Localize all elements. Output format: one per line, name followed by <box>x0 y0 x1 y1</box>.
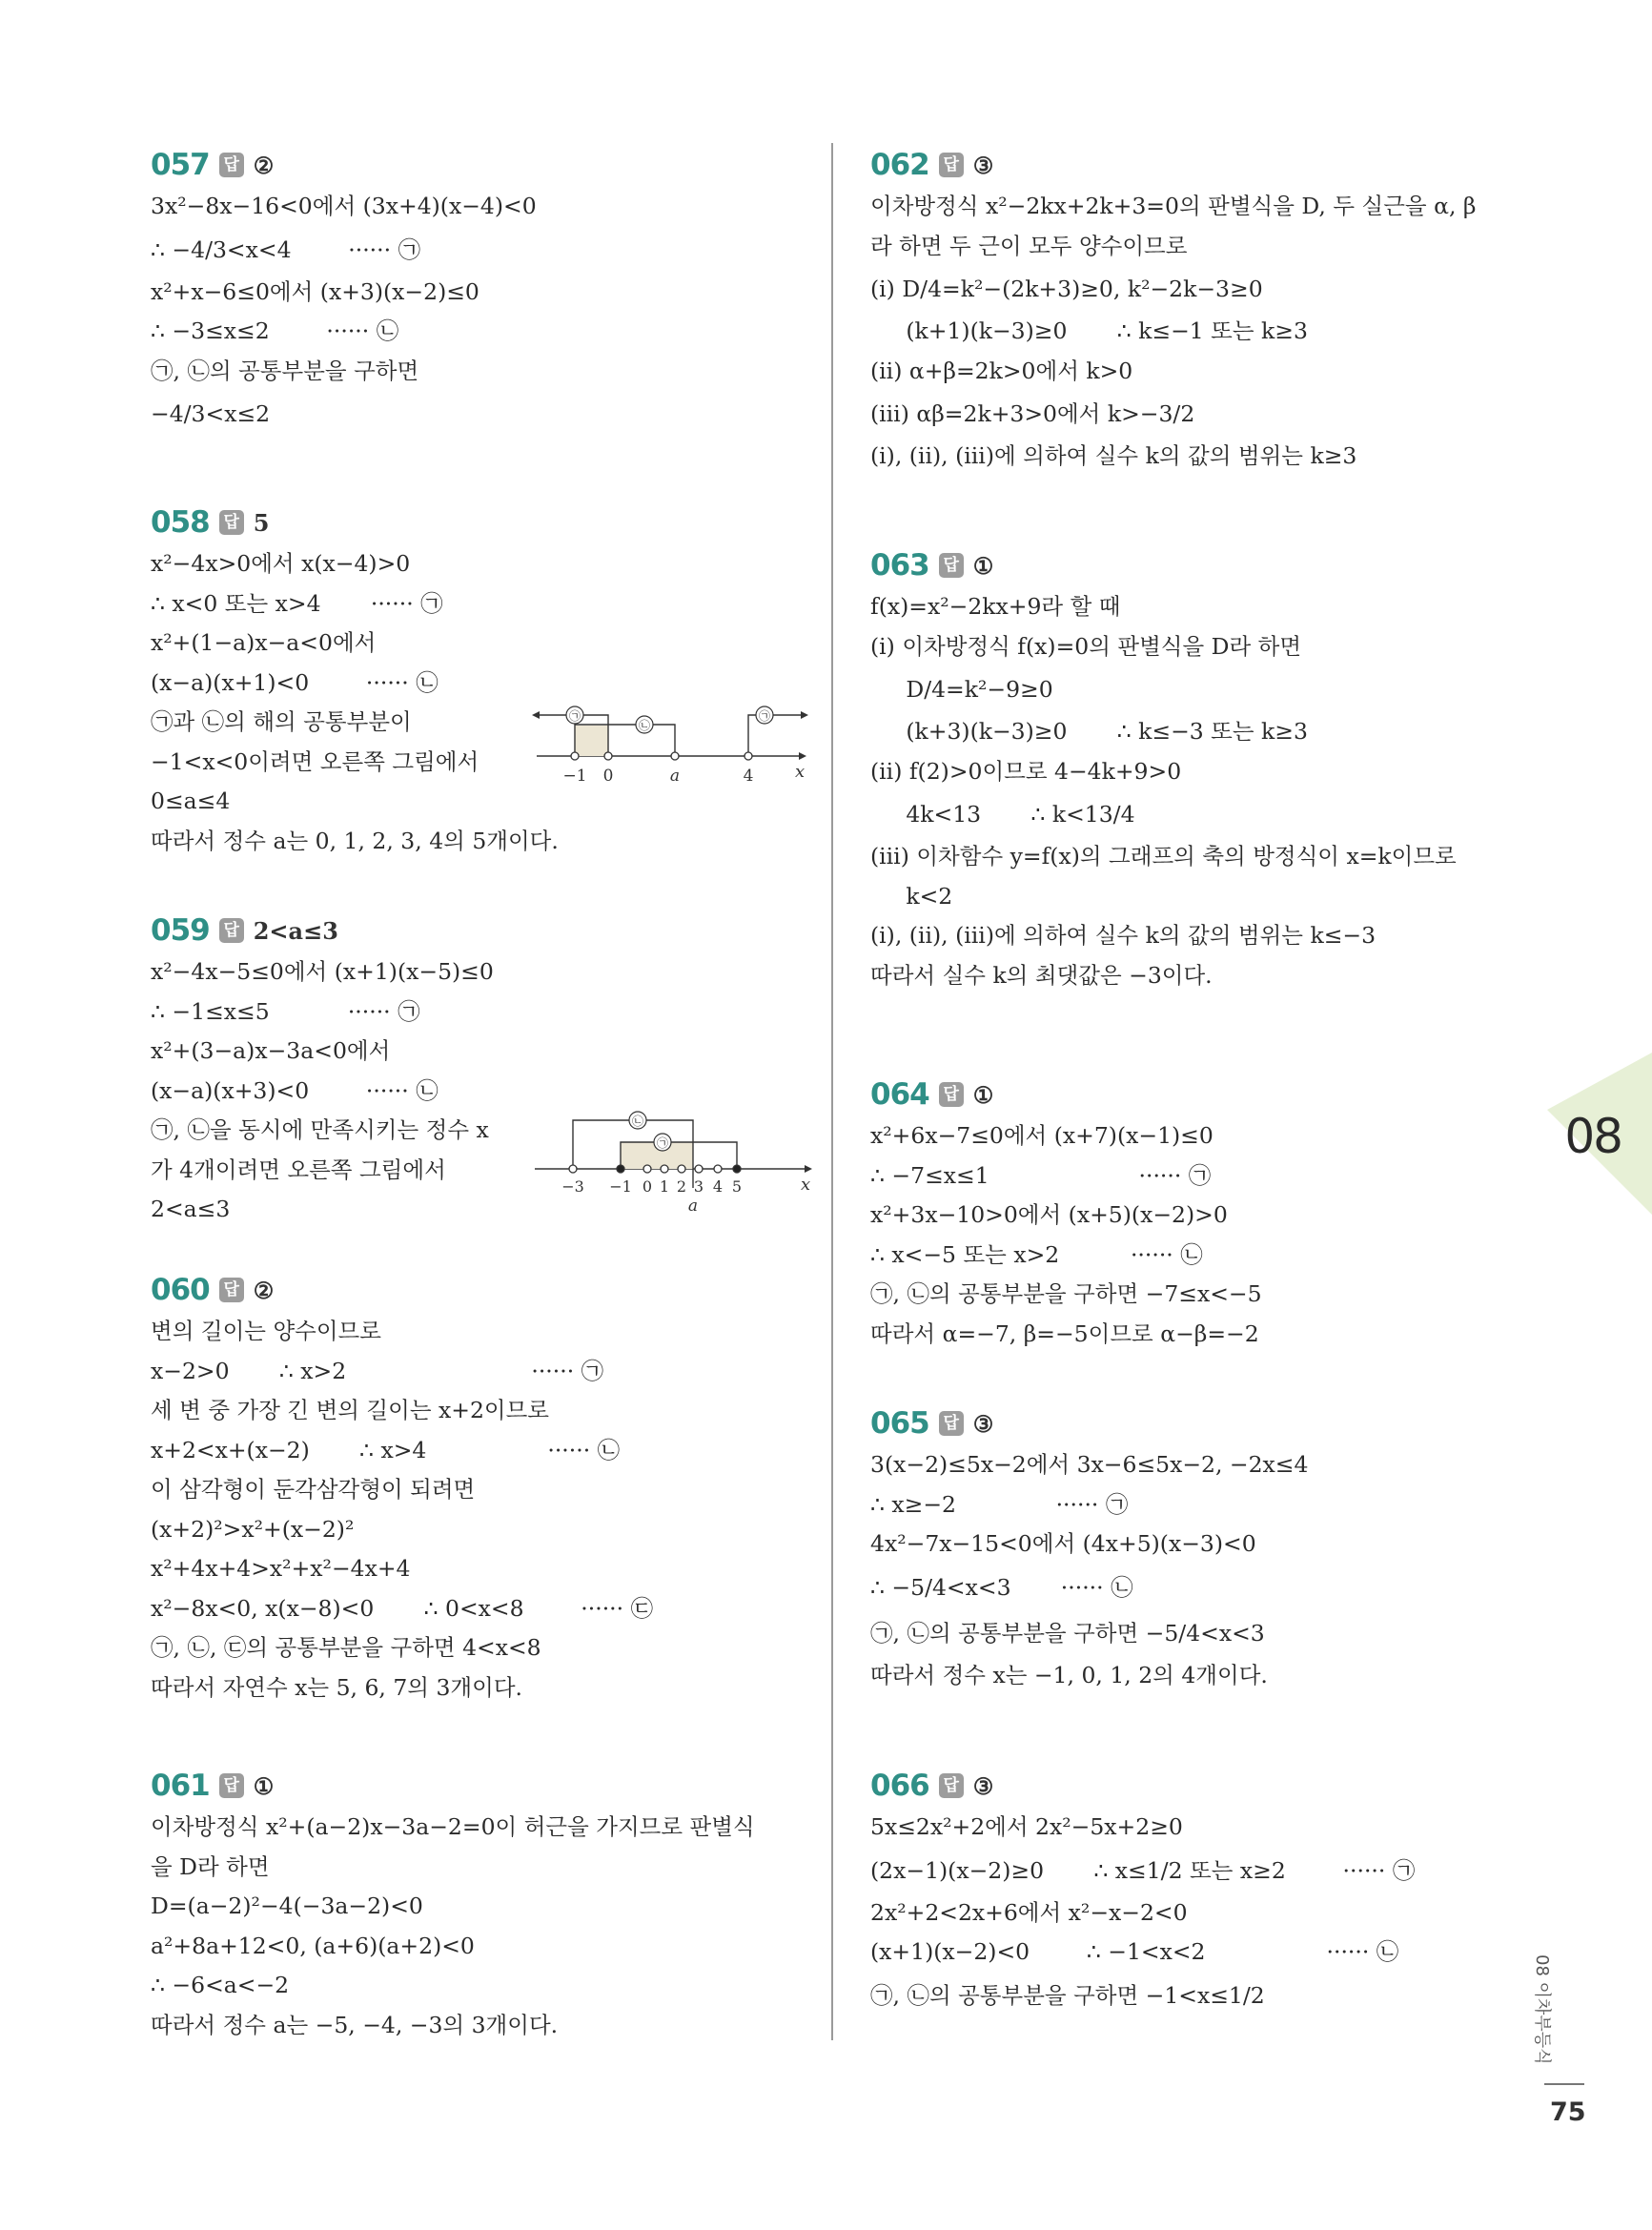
solution-line: (ⅰ) D/4=k²−(2k+3)≥0, k²−2k−3≥0 <box>870 276 1263 302</box>
problem-number: 058 <box>151 505 210 540</box>
answer-tag: 답 <box>939 553 964 578</box>
tick-label: −1 <box>562 767 587 786</box>
solution-line: x−2>0 ∴ x>2 ······ ㉠ <box>151 1357 604 1384</box>
answer-tag: 답 <box>219 1773 244 1798</box>
solution-line: 라 하면 두 근이 모두 양수이므로 <box>870 232 1188 259</box>
solution-line: 세 변 중 가장 긴 변의 길이는 x+2이므로 <box>151 1397 549 1423</box>
solution-line: ∴ −5/4<x<3 ······ ㉡ <box>870 1573 1133 1601</box>
solution-line: x²−4x>0에서 x(x−4)>0 <box>151 550 411 577</box>
solution-line: (ⅱ) f(2)>0이므로 4−4k+9>0 <box>870 757 1182 785</box>
a-label: a <box>687 1197 699 1216</box>
problem-number: 062 <box>870 148 929 182</box>
solution-line: D/4=k²−9≥0 <box>870 676 1053 703</box>
solution-line: ∴ x<0 또는 x>4 ······ ㉠ <box>151 589 443 617</box>
answer-tag: 답 <box>219 510 244 535</box>
problem-header <box>151 501 818 544</box>
solution-line: 을 D라 하면 <box>151 1852 270 1880</box>
answer-value: ① <box>972 551 994 580</box>
solution-line: (k+1)(k−3)≥0 ∴ k≤−1 또는 k≥3 <box>870 317 1308 344</box>
solution-line: 4x²−7x−15<0에서 (4x+5)(x−3)<0 <box>870 1530 1256 1557</box>
tick-label: 0 <box>642 1177 653 1196</box>
tick-label: 4 <box>712 1177 724 1196</box>
solution-line: 3x²−8x−16<0에서 (3x+4)(x−4)<0 <box>151 193 537 219</box>
answer-tag: 답 <box>939 153 964 177</box>
problem-063 <box>870 543 1538 995</box>
region-label: ㉡ <box>638 719 651 732</box>
problem-number: 066 <box>870 1769 929 1803</box>
solution-line: 2x²+2<2x+6에서 x²−x−2<0 <box>870 1898 1188 1926</box>
region-label: ㉠ <box>656 1136 669 1150</box>
solution-line: ∴ x≥−2 ······ ㉠ <box>870 1490 1129 1518</box>
solution-line: x²+(1−a)x−a<0에서 <box>151 629 377 656</box>
solution-line: ㉠, ㉡을 동시에 만족시키는 정수 x <box>151 1116 489 1143</box>
solution-line: (ⅲ) αβ=2k+3>0에서 k>−3/2 <box>870 400 1195 427</box>
solution-line: 따라서 실수 k의 최댓값은 −3이다. <box>870 961 1213 989</box>
solution-line: 0≤a≤4 <box>151 788 231 814</box>
solution-line: x+2<x+(x−2) ∴ x>4 ······ ㉡ <box>151 1436 621 1463</box>
problem-062 <box>870 143 1538 477</box>
chapter-tab-label: 08 <box>1564 1109 1621 1164</box>
problem-064 <box>870 1073 1538 1354</box>
solution-line: (ⅱ) α+β=2k>0에서 k>0 <box>870 357 1133 384</box>
tick-label: 2 <box>676 1177 687 1196</box>
axis-label: x <box>795 762 806 782</box>
problem-header <box>870 543 1538 587</box>
answer-value: ③ <box>972 1771 994 1800</box>
answer-tag: 답 <box>939 1082 964 1107</box>
problem-header <box>870 1401 1538 1445</box>
solution-line: (ⅲ) 이차함수 y=f(x)의 그래프의 축의 방정식이 x=k이므로 <box>870 843 1457 869</box>
solution-line: 5x≤2x²+2에서 2x²−5x+2≥0 <box>870 1813 1183 1840</box>
solution-line: 이차방정식 x²−2kx+2k+3=0의 판별식을 D, 두 실근을 α, β <box>870 193 1477 219</box>
solution-line: 가 4개이려면 오른쪽 그림에서 <box>151 1156 446 1183</box>
answer-tag: 답 <box>219 918 244 943</box>
solution-line: ㉠과 ㉡의 해의 공통부분이 <box>151 708 412 735</box>
tick-label: 0 <box>602 767 614 786</box>
solution-line: (x+2)²>x²+(x−2)² <box>151 1515 355 1543</box>
problem-header <box>151 1764 818 1808</box>
problem-header <box>151 143 818 187</box>
solution-line: ㉠, ㉡의 공통부분을 구하면 −7≤x<−5 <box>870 1280 1262 1307</box>
solution-line: f(x)=x²−2kx+9라 할 때 <box>870 593 1121 620</box>
solution-line: 이 삼각형이 둔각삼각형이 되려면 <box>151 1476 476 1503</box>
solution-line: 변의 길이는 양수이므로 <box>151 1318 381 1344</box>
answer-value: 5 <box>253 508 270 537</box>
problem-number: 061 <box>151 1769 210 1803</box>
problem-061 <box>151 1764 818 2045</box>
solution-line: x²+3x−10>0에서 (x+5)(x−2)>0 <box>870 1201 1228 1228</box>
solution-line: (x+1)(x−2)<0 ∴ −1<x<2 ······ ㉡ <box>870 1938 1399 1965</box>
solution-line: (ⅰ), (ⅱ), (ⅲ)에 의하여 실수 k의 값의 범위는 k≥3 <box>870 442 1357 469</box>
problem-header <box>870 1764 1538 1808</box>
solution-line: −1<x<0이려면 오른쪽 그림에서 <box>151 747 479 775</box>
problem-number: 057 <box>151 148 210 182</box>
solution-line: x²+(3−a)x−3a<0에서 <box>151 1037 391 1064</box>
problem-number: 063 <box>870 548 929 583</box>
solution-line: ∴ −1≤x≤5 ······ ㉠ <box>151 997 420 1025</box>
solution-line: 따라서 자연수 x는 5, 6, 7의 3개이다. <box>151 1673 522 1701</box>
solution-line: x²+x−6≤0에서 (x+3)(x−2)≤0 <box>151 277 479 305</box>
axis-label: x <box>801 1175 811 1195</box>
answer-value: ① <box>253 1771 275 1800</box>
solution-line: 2<a≤3 <box>151 1196 231 1222</box>
problem-header <box>151 1268 818 1312</box>
answer-tag: 답 <box>219 1278 244 1302</box>
answer-tag: 답 <box>939 1773 964 1798</box>
solution-line: x²−8x<0, x(x−8)<0 ∴ 0<x<8 ······ ㉢ <box>151 1594 654 1622</box>
answer-value: ③ <box>972 1409 994 1438</box>
footer-chapter-title: 08 이차부등식 <box>1532 1954 1552 2065</box>
solution-line: (ⅰ), (ⅱ), (ⅲ)에 의하여 실수 k의 값의 범위는 k≤−3 <box>870 922 1377 949</box>
solution-line: 따라서 정수 a는 −5, −4, −3의 3개이다. <box>151 2011 559 2038</box>
answer-value: ② <box>253 151 275 179</box>
tick-label: −3 <box>561 1177 584 1196</box>
solution-line: (x−a)(x+1)<0 ······ ㉡ <box>151 668 438 696</box>
page-number: 75 <box>1550 2097 1586 2127</box>
problem-057 <box>151 143 818 437</box>
problem-header <box>151 909 818 952</box>
tick-label: 3 <box>693 1177 704 1196</box>
solution-line: x²+4x+4>x²+x²−4x+4 <box>151 1555 411 1582</box>
solution-line: −4/3<x≤2 <box>151 400 271 427</box>
answer-value: ③ <box>972 151 994 179</box>
problem-number: 060 <box>151 1273 210 1307</box>
solution-line: 따라서 α=−7, β=−5이므로 α−β=−2 <box>870 1320 1259 1347</box>
tick-label: 4 <box>743 767 754 786</box>
solution-line: (k+3)(k−3)≥0 ∴ k≤−3 또는 k≥3 <box>870 718 1308 745</box>
problem-header <box>870 143 1538 187</box>
tick-label: 1 <box>659 1177 670 1196</box>
problem-066 <box>870 1764 1538 2018</box>
solution-line: x²+6x−7≤0에서 (x+7)(x−1)≤0 <box>870 1122 1214 1149</box>
column-divider <box>831 143 833 2040</box>
tick-label: −1 <box>609 1177 632 1196</box>
solution-line: x²−4x−5≤0에서 (x+1)(x−5)≤0 <box>151 958 494 985</box>
region-label: ㉠ <box>758 709 771 723</box>
problem-065 <box>870 1401 1538 1695</box>
solution-line: ㉠, ㉡의 공통부분을 구하면 −5/4<x<3 <box>870 1619 1265 1647</box>
solution-line: ∴ −4/3<x<4 ······ ㉠ <box>151 235 421 263</box>
problem-number: 064 <box>870 1077 929 1112</box>
tick-label: a <box>669 767 681 786</box>
solution-line: 따라서 정수 a는 0, 1, 2, 3, 4의 5개이다. <box>151 827 559 854</box>
figure-058 <box>532 696 808 807</box>
solution-line: ∴ −3≤x≤2 ······ ㉡ <box>151 317 399 344</box>
answer-value: 2<a≤3 <box>253 916 338 945</box>
solution-line: ㉠, ㉡의 공통부분을 구하면 <box>151 357 419 384</box>
region-label: ㉠ <box>568 709 581 723</box>
figure-059 <box>530 1109 816 1234</box>
solution-line: (2x−1)(x−2)≥0 ∴ x≤1/2 또는 x≥2 ······ ㉠ <box>870 1856 1416 1884</box>
solution-line: ㉠, ㉡의 공통부분을 구하면 −1<x≤1/2 <box>870 1981 1265 2009</box>
solution-line: ∴ −6<a<−2 <box>151 1972 290 1998</box>
problem-058 <box>151 501 818 861</box>
tick-label: 5 <box>731 1177 743 1196</box>
number-line-figure <box>532 696 808 801</box>
footer-rule <box>1544 2083 1584 2085</box>
answer-tag: 답 <box>939 1411 964 1436</box>
solution-line: 이차방정식 x²+(a−2)x−3a−2=0이 허근을 가지므로 판별식 <box>151 1813 755 1840</box>
problem-header <box>870 1073 1538 1116</box>
problem-060 <box>151 1268 818 1708</box>
solution-line: ㉠, ㉡, ㉢의 공통부분을 구하면 4<x<8 <box>151 1634 541 1661</box>
solution-line: 4k<13 ∴ k<13/4 <box>870 801 1135 828</box>
problem-number: 059 <box>151 913 210 948</box>
solution-line: k<2 <box>870 882 953 910</box>
region-label: ㉡ <box>631 1115 644 1128</box>
answer-value: ② <box>253 1276 275 1304</box>
solution-line: D=(a−2)²−4(−3a−2)<0 <box>151 1892 423 1919</box>
number-line-figure <box>530 1109 816 1228</box>
solution-line: ∴ −7≤x≤1 ······ ㉠ <box>870 1161 1212 1189</box>
solution-line: 3(x−2)≤5x−2에서 3x−6≤5x−2, −2x≤4 <box>870 1451 1309 1478</box>
problem-number: 065 <box>870 1406 929 1441</box>
answer-tag: 답 <box>219 153 244 177</box>
solution-line: (x−a)(x+3)<0 ······ ㉡ <box>151 1076 438 1104</box>
solution-line: a²+8a+12<0, (a+6)(a+2)<0 <box>151 1932 475 1959</box>
answer-value: ① <box>972 1080 994 1109</box>
solution-line: ∴ x<−5 또는 x>2 ······ ㉡ <box>870 1240 1203 1268</box>
problem-059 <box>151 909 818 1230</box>
solution-line: 따라서 정수 x는 −1, 0, 1, 2의 4개이다. <box>870 1661 1268 1688</box>
solution-line: (ⅰ) 이차방정식 f(x)=0의 판별식을 D라 하면 <box>870 632 1302 660</box>
